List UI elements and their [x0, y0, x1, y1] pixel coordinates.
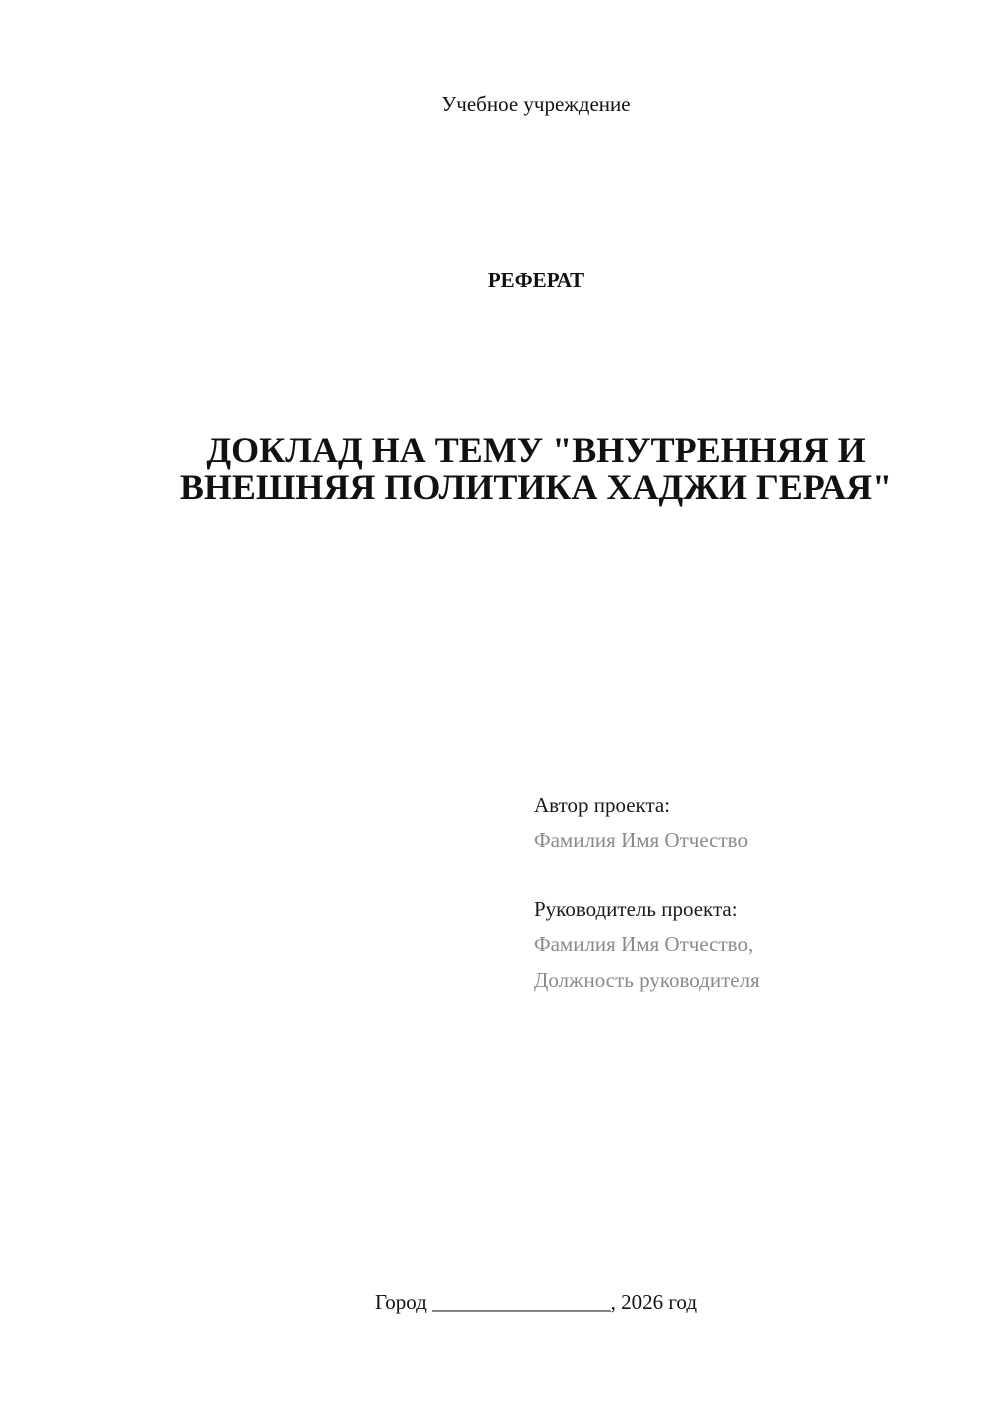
supervisor-label: Руководитель проекта:: [534, 897, 738, 921]
supervisor-name: Фамилия Имя Отчество,: [534, 932, 754, 956]
document-title-line-2: ВНЕШНЯЯ ПОЛИТИКА ХАДЖИ ГЕРАЯ": [179, 467, 893, 507]
author-label: Автор проекта:: [534, 793, 671, 817]
credits-block: [534, 788, 974, 998]
document-type: РЕФЕРАТ: [487, 268, 585, 292]
document-title: [140, 432, 932, 506]
city-year-line: Город _________________, 2026 год: [374, 1290, 698, 1314]
document-title-line-1: ДОКЛАД НА ТЕМУ "ВНУТРЕННЯЯ И: [206, 430, 866, 470]
author-name: Фамилия Имя Отчество: [534, 828, 748, 852]
credits-spacer: [534, 858, 974, 892]
institution-name: Учебное учреждение: [441, 92, 631, 116]
supervisor-position: Должность руководителя: [534, 968, 760, 992]
